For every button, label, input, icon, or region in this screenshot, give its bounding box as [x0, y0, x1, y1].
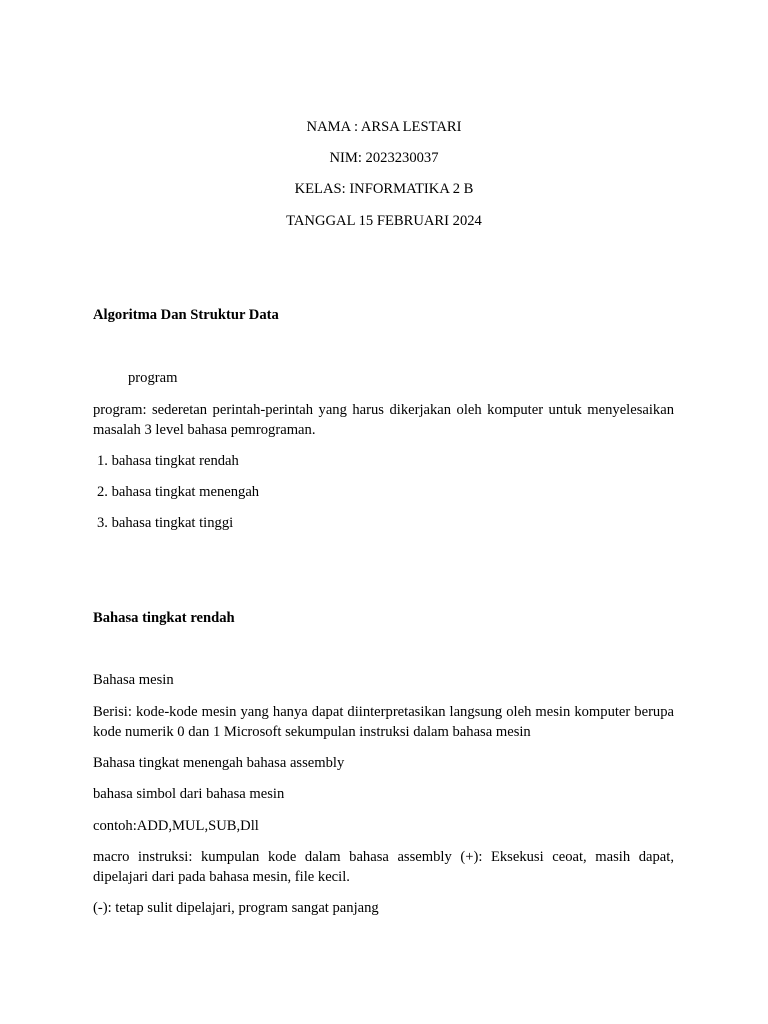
section-heading-algoritma: Algoritma Dan Struktur Data — [93, 307, 279, 323]
macro-paragraph: macro instruksi: kumpulan kode dalam bahasa assembly (+): Eksekusi ceoat, masih dapat, dipelajari dari pada bahasa mesin, file kecil. — [93, 849, 674, 885]
contoh-line: contoh:ADD,MUL,SUB,Dll — [93, 818, 259, 834]
list-item: 1. bahasa tingkat rendah — [97, 453, 239, 469]
student-nim: NIM: 2023230037 — [329, 150, 439, 166]
menengah-line: Bahasa tingkat menengah bahasa assembly — [93, 755, 345, 771]
program-definition: program: sederetan perintah-perintah yang harus dikerjakan oleh komputer untuk menyelesaikan masalah 3 level bahasa pemrograman. — [93, 402, 674, 438]
section-heading-rendah: Bahasa tingkat rendah — [93, 610, 235, 626]
bahasa-mesin-label: Bahasa mesin — [93, 672, 174, 688]
list-item: 3. bahasa tingkat tinggi — [97, 515, 234, 531]
document-date: TANGGAL 15 FEBRUARI 2024 — [286, 213, 482, 229]
list-item: 2. bahasa tingkat menengah — [97, 484, 260, 500]
minus-line: (-): tetap sulit dipelajari, program sangat panjang — [93, 900, 379, 916]
berisi-paragraph: Berisi: kode-kode mesin yang hanya dapat diinterpretasikan langsung oleh mesin komputer berupa kode numerik 0 dan 1 Microsoft sekumpulan instruksi dalam bahasa mesin — [93, 704, 674, 740]
student-name: NAMA : ARSA LESTARI — [306, 119, 462, 135]
subheading-program: program — [128, 370, 178, 386]
student-class: KELAS: INFORMATIKA 2 B — [294, 181, 474, 197]
simbol-line: bahasa simbol dari bahasa mesin — [93, 786, 285, 802]
